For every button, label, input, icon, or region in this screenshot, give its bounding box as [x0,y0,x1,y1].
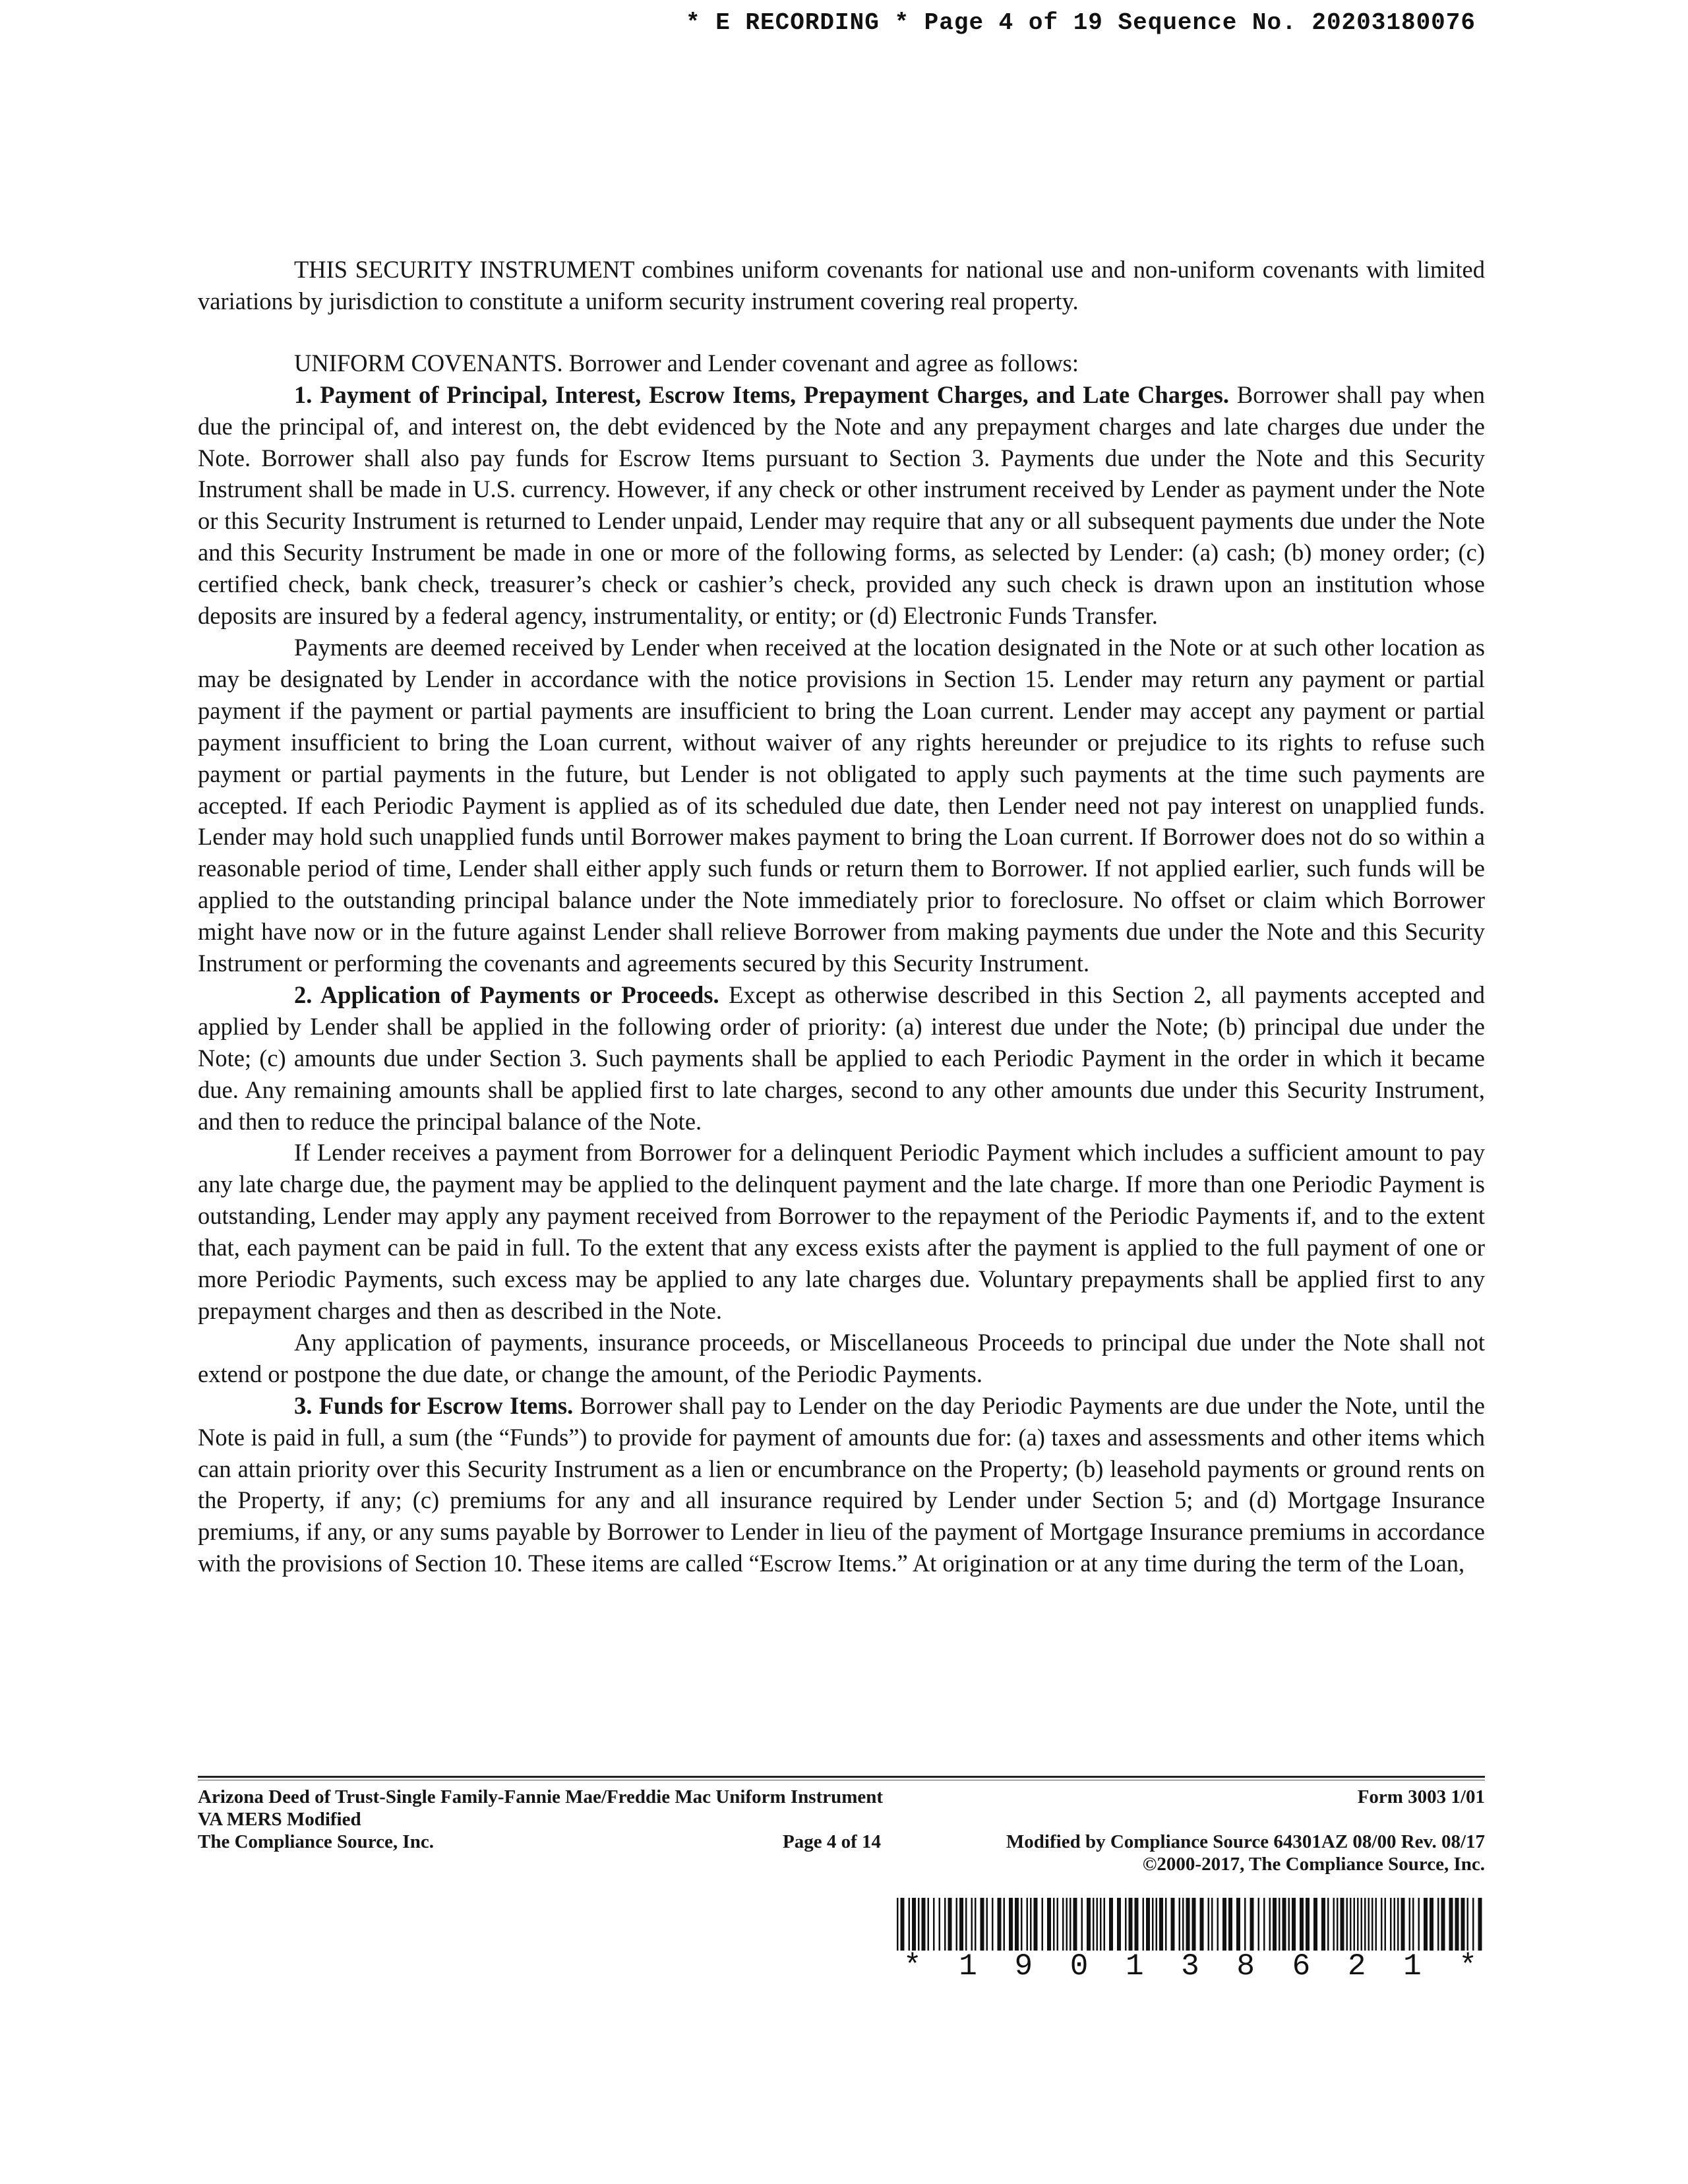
barcode-bar [992,1898,994,1951]
barcode-bar [1109,1898,1113,1951]
barcode-char: 2 [1347,1949,1366,1984]
barcode-bar [928,1898,930,1951]
barcode-char: 6 [1292,1949,1311,1984]
barcode-bar [1321,1898,1325,1951]
barcode-char: * [1459,1949,1477,1984]
barcode-bar [1397,1898,1399,1951]
barcode-bar [1361,1898,1363,1951]
barcode-bar [939,1898,941,1951]
barcode-bar [1228,1898,1232,1951]
barcode-text [897,1949,1484,1984]
barcode-bar [1217,1898,1219,1951]
barcode-bar [956,1898,958,1951]
form-number: Form 3003 1/01 [1357,1786,1485,1807]
barcode-bar [1394,1898,1396,1951]
section-2-paragraph [198,979,1485,1138]
barcode-bar [1186,1898,1190,1951]
barcode-bar [975,1898,977,1951]
barcode-bar [1279,1898,1281,1951]
footer-divider [198,1776,1485,1778]
intro-paragraph: THIS SECURITY INSTRUMENT combines uniform covenants for national use and non-uniform covenants with limited variations by jurisdiction to constitute a uniform security instrument covering real property. [198,256,1485,315]
barcode-bar [1327,1898,1329,1951]
barcode-bar [1192,1898,1196,1951]
barcode-bar [1250,1898,1254,1951]
section-1-paragraph-2: Payments are deemed received by Lender when received at the location designated in the Note or at such other location as may be designated by Lender in accordance with the notice provisions in Section 15. Lender may return any payment or partial payment if the payment or partial payments are insufficient to bring the Loan current. Lender may accept any payment or partial payment insufficient to bring the Loan current, without waiver of any rights hereunder or prejudice to its rights to refuse such payment or partial payments in the future, but Lender is not obligated to apply such payments at the time such payments are accepted. If each Periodic Payment is applied as of its scheduled due date, then Lender need not pay interest on unapplied funds. Lender may hold such unapplied funds until Borrower makes payment to bring the Loan current. If Borrower does not do so within a reasonable period of time, Lender shall either apply such funds or return them to Borrower. If not applied earlier, such funds will be applied to the outstanding principal balance under the Note immediately prior to foreclosure. No offset or claim which Borrower might have now or in the future against Lender shall relieve Borrower from making payments due under the Note and this Security Instrument or performing the covenants and agreements secured by this Security Instrument. [198,633,1485,977]
barcode-bar [986,1898,988,1951]
barcode-bar [1200,1898,1204,1951]
barcode-bar [1409,1898,1411,1951]
section-2-paragraph-2: If Lender receives a payment from Borrower for a delinquent Periodic Payment which includes a sufficient amount to pay any late charge due, the payment may be applied to the delinquent payment and the late charge. If more than one Periodic Payment is outstanding, Lender may apply any payment received from Borrower to the repayment of the Periodic Payments if, and to the extent that, each payment can be paid in full. To the extent that any excess exists after the payment is applied to the full payment of one or more Periodic Payments, such excess may be applied to any late charges due. Voluntary prepayments shall be applied first to any prepayment charges and then as described in the Note. [198,1139,1485,1324]
barcode-bar [1346,1898,1348,1951]
barcode-bar [1015,1898,1019,1951]
barcode-bar [1100,1898,1102,1951]
barcode-bar [1165,1898,1167,1951]
barcode-bar [1368,1898,1370,1951]
barcode-bar [1449,1898,1453,1951]
barcode-bar [1467,1898,1469,1951]
barcode-bar [1104,1898,1106,1951]
barcode-bar [1057,1898,1059,1951]
barcode-bar [1159,1898,1163,1951]
barcode-char: 3 [1181,1949,1199,1984]
barcode-bar [1093,1898,1095,1951]
barcode-bar [1073,1898,1077,1951]
barcode-bar [1333,1898,1335,1951]
barcode-bar [1125,1898,1127,1951]
barcode-bar [1258,1898,1260,1951]
barcode-bar [1313,1898,1317,1951]
barcode-bar [909,1898,911,1951]
barcode-bar [1441,1898,1445,1951]
barcode-bar [1385,1898,1387,1951]
barcode-bar [1182,1898,1184,1951]
barcode-bar [1171,1898,1175,1951]
section-3-paragraph [198,1390,1485,1579]
barcode-char: 8 [1236,1949,1255,1984]
barcode-bar [1424,1898,1428,1951]
section-3-heading: 3. Funds for Escrow Items. [294,1391,574,1419]
barcode-bar [922,1898,926,1951]
form-title: Arizona Deed of Trust-Single Family-Fannie Mae/Freddie Mac Uniform Instrument [198,1786,884,1807]
copyright: ©2000-2017, The Compliance Source, Inc. [1142,1854,1485,1875]
barcode-bar [1288,1898,1290,1951]
barcode-bar [1179,1898,1181,1951]
barcode-bar [1152,1898,1154,1951]
barcode-bar [1143,1898,1145,1951]
barcode-bar [1004,1898,1006,1951]
recording-header: * E RECORDING * Page 4 of 19 Sequence No. 20203180076 [686,9,1476,36]
barcode-bar [912,1898,916,1951]
barcode-bar [1087,1898,1091,1951]
barcode-bar [998,1898,1002,1951]
barcode-bar [1146,1898,1150,1951]
barcode-bar [901,1898,905,1951]
barcode-bar [1390,1898,1392,1951]
barcode-bar [1350,1898,1352,1951]
barcode-bar [1066,1898,1068,1951]
barcode-bar [1009,1898,1013,1951]
section-1-text: Borrower shall pay when due the principal of, and interest on, the debt evidenced by the Note and any prepayment charges and late charges due under the Note. Borrower shall also pay funds for Escrow Items pursuant to Section 3. Payments due under the Note and this Security Instrument shall be made in U.S. currency. However, if any check or other instrument received by Lender as payment under the Note or this Security Instrument is returned to Lender unpaid, Lender may require that any or all subsequent payments due under the Note and this Security Instrument be made in one or more of the following forms, as selected by Lender: (a) cash; (b) money order; (c) certified check, bank check, treasurer’s check or cashier’s check, provided any such check is drawn upon an institution whose deposits are insured by a federal agency, instrumentality, or entity; or (d) Electronic Funds Transfer. [198,380,1485,630]
barcode-bar [933,1898,935,1951]
barcode-bar [1021,1898,1023,1951]
barcode-bar [980,1898,984,1951]
section-2-heading: 2. Application of Payments or Proceeds. [294,981,719,1008]
barcode-char: 1 [1125,1949,1144,1984]
barcode-bar [1156,1898,1158,1951]
section-1-heading: 1. Payment of Principal, Interest, Escrow Items, Prepayment Charges, and Late Charges. [294,380,1229,408]
barcode-bar [1418,1898,1420,1951]
company-name: The Compliance Source, Inc. [198,1831,434,1852]
barcode-char: 9 [1014,1949,1033,1984]
barcode-bar [1401,1898,1405,1951]
barcode-bar [1412,1898,1414,1951]
barcode-bar [944,1898,946,1951]
barcode-bar [1211,1898,1213,1951]
barcode-bar [1455,1898,1459,1951]
barcode-bar [1364,1898,1366,1951]
barcode-bar [1273,1898,1277,1951]
barcode-bar [1437,1898,1439,1951]
barcode-bar [1244,1898,1246,1951]
barcode-bar [948,1898,952,1951]
barcode-bar [1129,1898,1133,1951]
barcode-bar [1341,1898,1344,1951]
barcode-bar [1282,1898,1286,1951]
barcode-bar [918,1898,920,1951]
barcode-char: 1 [1403,1949,1422,1984]
barcode-char: * [903,1949,922,1984]
barcode-bar [959,1898,963,1951]
barcode-bar [1097,1898,1099,1951]
barcode-bar [1053,1898,1055,1951]
barcode-bar [1357,1898,1359,1951]
page-number: Page 4 of 14 [783,1831,881,1852]
barcode-bar [1135,1898,1139,1951]
barcode-bar [1375,1898,1377,1951]
barcode-bar [1042,1898,1044,1951]
barcode-bar [1306,1898,1310,1951]
uniform-covenants-paragraph: UNIFORM COVENANTS. Borrower and Lender covenant and agree as follows: [294,349,1079,377]
section-1-paragraph [198,379,1485,632]
barcode-bar [1269,1898,1271,1951]
barcode-bar [1461,1898,1465,1951]
barcode-bar [1430,1898,1433,1951]
section-2-text: Except as otherwise described in this Section 2, all payments accepted and applied by Lender shall be applied in the following order of priority: (a) interest due under the Note; (b) principal due under the Note; (c) amounts due under Section 3. Such payments shall be applied to each Periodic Payment in the order in which it became due. Any remaining amounts shall be applied first to late charges, second to any other amounts due under this Security Instrument, and then to reduce the principal balance of the Note. [198,981,1485,1135]
section-2-paragraph-3: Any application of payments, insurance proceeds, or Miscellaneous Proceeds to principal due under the Note shall not extend or postpone the due date, or change the amount, of the Periodic Payments. [198,1328,1485,1387]
barcode-bar [1062,1898,1064,1951]
barcode-bar [965,1898,967,1951]
barcode-bar [1300,1898,1304,1951]
barcode-bar [1208,1898,1210,1951]
barcode-bar [1337,1898,1339,1951]
form-footer [198,1786,1485,1875]
barcode-bar [1236,1898,1240,1951]
modified-note: VA MERS Modified [198,1809,361,1830]
barcode-bar [1047,1898,1051,1951]
barcode-bar [1292,1898,1296,1951]
barcode [897,1898,1484,1951]
barcode-bar [1263,1898,1265,1951]
barcode-bar [1372,1898,1373,1951]
barcode-bar [1478,1898,1482,1951]
barcode-bar [1027,1898,1029,1951]
barcode-bar [1381,1898,1383,1951]
barcode-bar [897,1898,899,1951]
barcode-bar [1354,1898,1356,1951]
barcode-char: 1 [959,1949,977,1984]
section-3-text: Borrower shall pay to Lender on the day Periodic Payments are due under the Note, until the Note is paid in full, a sum (the “Funds”) to provide for payment of amounts due for: (a) taxes and assessments and other items which can attain priority over this Security Instrument as a lien or encumbrance on the Property; (b) leasehold payments or ground rents on the Property, if any; (c) premiums for any and all insurance required by Lender under Section 5; and (d) Mortgage Insurance premiums, if any, or any sums payable by Borrower to Lender in lieu of the payment of Mortgage Insurance premiums in accordance with the provisions of Section 10. These items are called “Escrow Items.” At origination or at any time during the term of the Loan, [198,1391,1486,1577]
barcode-bar [1034,1898,1038,1951]
barcode-bar [1070,1898,1071,1951]
barcode-char: 0 [1070,1949,1089,1984]
barcode-bar [971,1898,973,1951]
modified-by: Modified by Compliance Source 64301AZ 08/00 Rev. 08/17 [1006,1831,1485,1852]
barcode-bar [1030,1898,1032,1951]
barcode-bar [1472,1898,1474,1951]
document-body [198,254,1485,1579]
barcode-bar [1081,1898,1083,1951]
barcode-bar [1117,1898,1121,1951]
barcode-bar [1222,1898,1226,1951]
